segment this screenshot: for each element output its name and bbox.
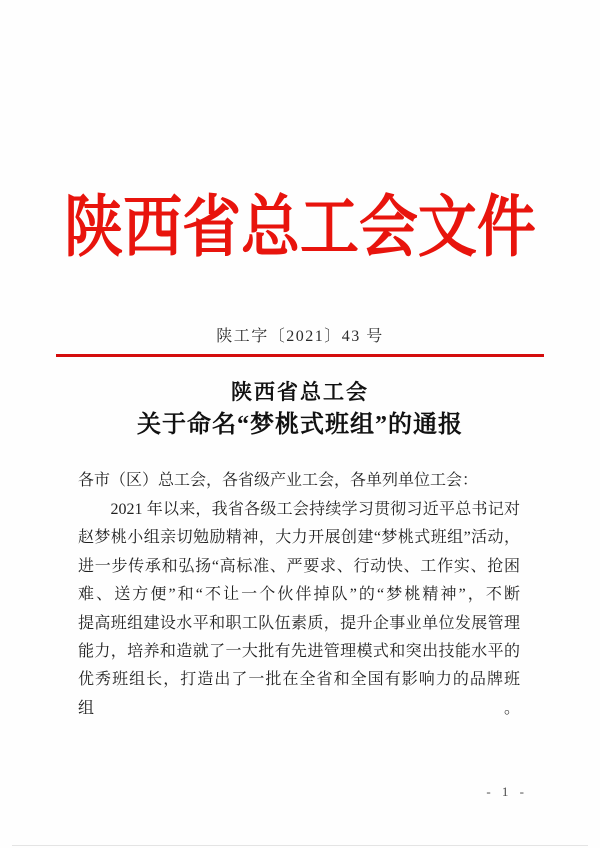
body-line: 能力，培养和造就了一大批有先进管理模式和突出技能水平的 bbox=[78, 642, 520, 660]
document-body bbox=[78, 467, 520, 723]
document-title bbox=[0, 379, 600, 441]
document-title-line1: 陕西省总工会 bbox=[231, 380, 369, 405]
body-line: 难、送方便”和“不让一个伙伴掉队”的“梦桃精神”，不断 bbox=[78, 586, 520, 604]
body-line: 进一步传承和弘扬“高标准、严要求、行动快、工作实、抢困 bbox=[78, 557, 520, 575]
document-header-title: 陕西省总工会文件 bbox=[64, 191, 536, 265]
body-line: 提高班组建设水平和职工队伍素质，提升企事业单位发展管理 bbox=[78, 614, 520, 632]
document-title-line2: 关于命名“梦桃式班组”的通报 bbox=[137, 412, 463, 439]
salutation-line: 各市（区）总工会，各省级产业工会，各单列单位工会： bbox=[78, 472, 479, 490]
body-line: 优秀班组长，打造出了一批在全省和全国有影响力的品牌班组。 bbox=[78, 671, 520, 717]
header-divider-rule bbox=[56, 354, 544, 357]
page-bottom-edge bbox=[12, 845, 588, 846]
document-number: 陕工字〔2021〕43 号 bbox=[216, 328, 384, 346]
body-line: 赵梦桃小组亲切勉励精神，大力开展创建“梦桃式班组”活动， bbox=[78, 529, 520, 547]
body-line: 2021 年以来，我省各级工会持续学习贯彻习近平总书记对 bbox=[78, 500, 520, 518]
body-paragraph bbox=[78, 496, 520, 723]
page-number: - 1 - bbox=[486, 784, 528, 799]
